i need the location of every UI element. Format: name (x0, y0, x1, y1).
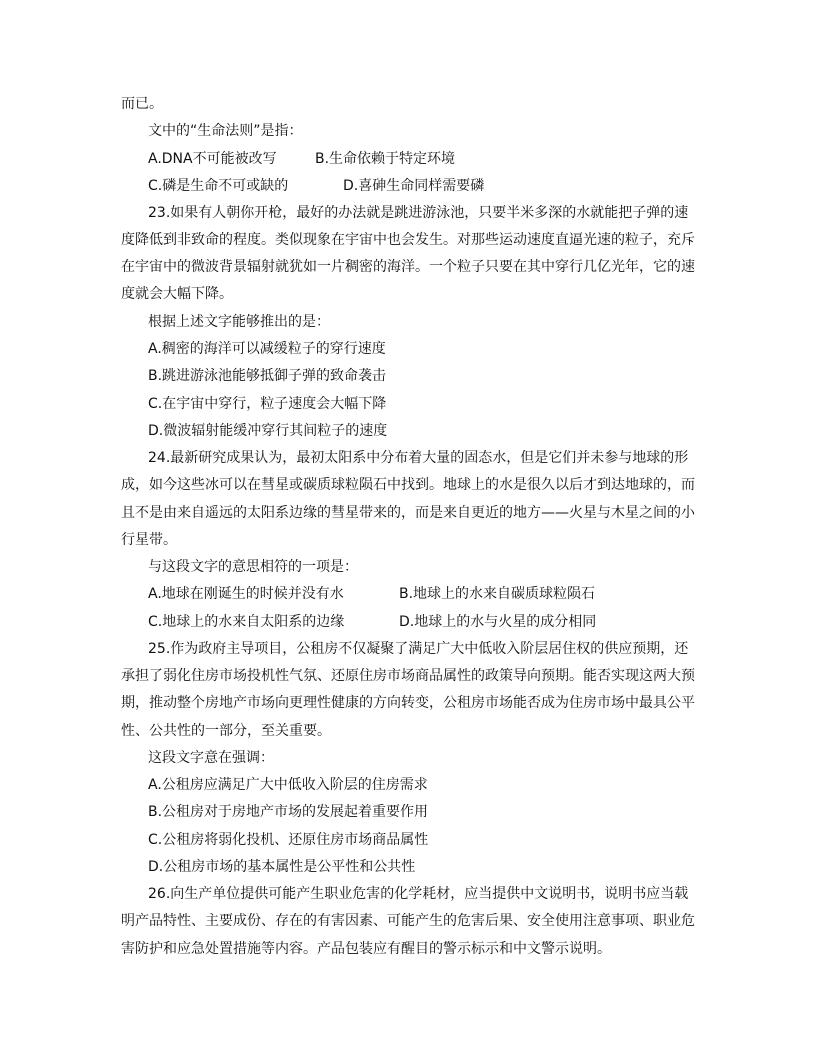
q22-option-b: B.生命依赖于特定环境 (315, 151, 456, 167)
q25-option-a: A.公租房应满足广大中低收入阶层的住房需求 (148, 777, 428, 793)
q25-option-d: D.公租房市场的基本属性是公平性和公共性 (148, 859, 416, 875)
q25-option-b: B.公租房对于房地产市场的发展起着重要作用 (148, 804, 429, 820)
q23-option-d: D.微波辐射能缓冲穿行其间粒子的速度 (148, 423, 388, 439)
q23-paragraph-line-3: 在宇宙中的微波背景辐射就犹如一片稠密的海洋。一个粒子只要在其中穿行几亿光年，它的速 (121, 259, 695, 275)
q22-stem: 文中的“生命法则”是指： (148, 123, 303, 139)
q22-option-a: A.DNA不可能被改写 (148, 151, 277, 167)
q23-option-c: C.在宇宙中穿行，粒子速度会大幅下降 (148, 396, 387, 412)
q26-paragraph-line-3: 害防护和应急处置措施等内容。产品包装应有醒目的警示标示和中文警示说明。 (121, 941, 611, 957)
q26-paragraph-line-1: 26.向生产单位提供可能产生职业危害的化学耗材，应当提供中文说明书，说明书应当载 (148, 886, 689, 902)
q24-option-c: C.地球上的水来自太阳系的边缘 (148, 614, 345, 630)
q25-paragraph-line-2: 承担了弱化住房市场投机性气氛、还原住房市场商品属性的政策导向预期。能否实现这两大预 (121, 668, 695, 684)
q24-option-b: B.地球上的水来自碳质球粒陨石 (399, 586, 596, 602)
q24-paragraph-line-4: 行星带。 (121, 532, 177, 548)
q22-option-c: C.磷是生命不可或缺的 (148, 178, 289, 194)
q25-stem: 这段文字意在强调： (148, 750, 274, 766)
q24-paragraph-line-1: 24.最新研究成果认为，最初太阳系中分布着大量的固态水，但是它们并未参与地球的形 (148, 450, 689, 466)
q25-paragraph-line-4: 性、公共性的一部分，至关重要。 (121, 723, 331, 739)
q23-stem: 根据上述文字能够推出的是： (148, 314, 330, 330)
q23-paragraph-line-1: 23.如果有人朝你开枪，最好的办法就是跳进游泳池，只要半米多深的水就能把子弹的速 (148, 205, 689, 221)
q24-stem: 与这段文字的意思相符的一项是： (148, 559, 358, 575)
q26-paragraph-line-2: 明产品特性、主要成份、存在的有害因素、可能产生的危害后果、安全使用注意事项、职业危 (121, 913, 695, 929)
q25-paragraph-line-3: 期，推动整个房地产市场向更理性健康的方向转变，公租房市场能否成为住房市场中最具公平 (121, 695, 695, 711)
q24-paragraph-line-3: 且不是由来自遥远的太阳系边缘的彗星带来的，而是来自更近的地方——火星与木星之间的小 (121, 505, 695, 521)
q24-option-a: A.地球在刚诞生的时候并没有水 (148, 586, 344, 602)
q25-paragraph-line-1: 25.作为政府主导项目，公租房不仅凝聚了满足广大中低收入阶层居住权的供应预期，还 (148, 641, 689, 657)
q23-paragraph-line-2: 度降低到非致命的程度。类似现象在宇宙中也会发生。对那些运动速度直逼光速的粒子，充斥 (121, 232, 695, 248)
q23-option-b: B.跳进游泳池能够抵御子弹的致命袭击 (148, 368, 387, 384)
q25-option-c: C.公租房将弱化投机、还原住房市场商品属性 (148, 832, 429, 848)
q23-option-a: A.稠密的海洋可以减缓粒子的穿行速度 (148, 341, 386, 357)
q24-option-d: D.地球上的水与火星的成分相同 (399, 614, 597, 630)
q23-paragraph-line-4: 度就会大幅下降。 (121, 286, 233, 302)
q24-paragraph-line-2: 成，如今这些冰可以在彗星或碳质球粒陨石中找到。地球上的水是很久以后才到达地球的，而 (121, 477, 695, 493)
continued-text: 而已。 (121, 96, 163, 112)
q22-option-d: D.喜砷生命同样需要磷 (343, 178, 485, 194)
